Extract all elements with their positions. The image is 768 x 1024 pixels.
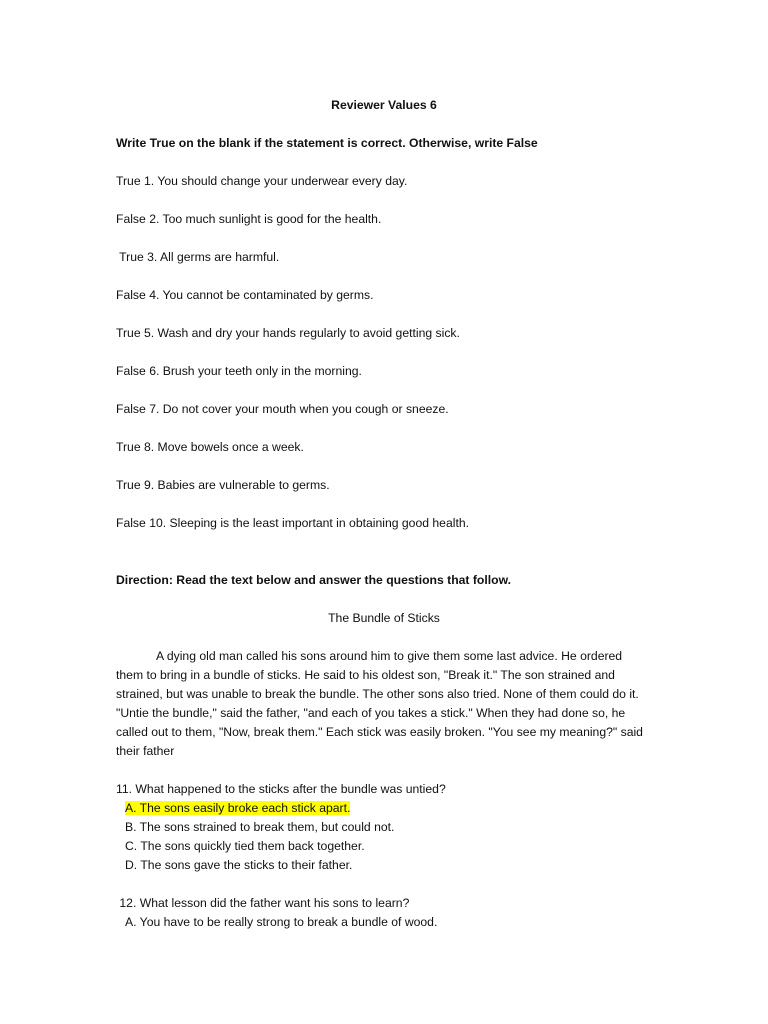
- tf-item-2: False 2. Too much sunlight is good for the health.: [116, 212, 382, 226]
- true-false-instruction: Write True on the blank if the statement is correct. Otherwise, write False: [116, 136, 538, 150]
- tf-item-7: False 7. Do not cover your mouth when you cough or sneeze.: [116, 402, 449, 416]
- question-11-choice-d: D. The sons gave the sticks to their father.: [125, 858, 353, 872]
- question-spacer: [116, 875, 652, 894]
- question-11: 11. What happened to the sticks after the bundle was untied?: [116, 782, 446, 796]
- tf-item-8: True 8. Move bowels once a week.: [116, 440, 304, 454]
- tf-item-4: False 4. You cannot be contaminated by germs.: [116, 288, 374, 302]
- tf-item-1: True 1. You should change your underwear every day.: [116, 174, 408, 188]
- tf-item-10: False 10. Sleeping is the least important in obtaining good health.: [116, 516, 469, 530]
- story-passage: A dying old man called his sons around him to give them some last advice. He ordered them to bring in a bundle of sticks. He said to his oldest son, "Break it." The son strained and strained, but was unable to break the bundle. The other sons also tried. None of them could do it. "Untie the bundle," said the father, "and each of you takes a stick." When they had done so, he called out to them, "Now, break them." Each stick was easily broken. "You see my meaning?" said their father: [116, 649, 643, 758]
- highlighted-answer: A. The sons easily broke each stick apart.: [125, 801, 351, 815]
- question-12: 12. What lesson did the father want his sons to learn?: [116, 896, 410, 910]
- question-12-choice-a: A. You have to be really strong to break a bundle of wood.: [125, 915, 438, 929]
- question-11-choice-a: [116, 799, 652, 818]
- document-page: [116, 96, 652, 932]
- document-title: Reviewer Values 6: [331, 98, 437, 112]
- tf-item-9: True 9. Babies are vulnerable to germs.: [116, 478, 330, 492]
- story-title: The Bundle of Sticks: [328, 611, 440, 625]
- question-11-choice-b: B. The sons strained to break them, but could not.: [125, 820, 395, 834]
- question-11-choice-c: C. The sons quickly tied them back together.: [125, 839, 365, 853]
- tf-item-5: True 5. Wash and dry your hands regularly to avoid getting sick.: [116, 326, 460, 340]
- reading-direction: Direction: Read the text below and answer the questions that follow.: [116, 573, 512, 587]
- tf-item-3: True 3. All germs are harmful.: [116, 250, 280, 264]
- tf-item-6: False 6. Brush your teeth only in the morning.: [116, 364, 362, 378]
